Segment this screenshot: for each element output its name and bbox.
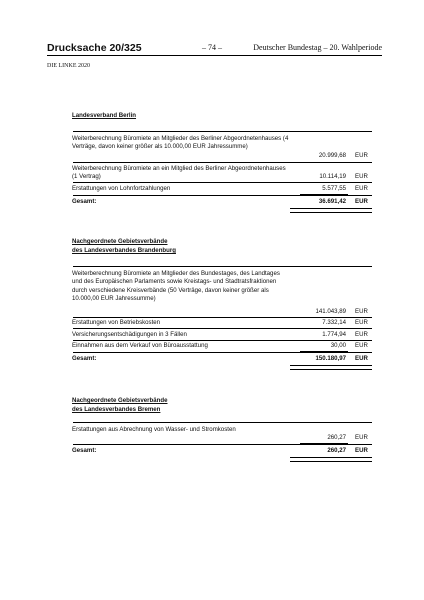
section-title-line: Nachgeordnete Gebietsverbände	[72, 397, 168, 404]
item-description: Versicherungsentschädigungen in 3 Fällen	[72, 331, 187, 338]
item-description: Weiterberechnung Büromiete an ein Mitglied des Berliner Abgeordnetenhauses (1 Vertrag)	[72, 165, 286, 181]
item-amount: 30,00	[330, 342, 346, 349]
total-amount: 260,27	[327, 447, 346, 454]
row-rule	[73, 317, 372, 318]
item-description: Weiterberechnung Büromiete an Mitglieder des Berliner Abgeordnetenhauses (4 Verträge, davon keiner größer als 10.000,00 EUR Jahressumme)	[72, 135, 289, 151]
item-currency: EUR	[355, 331, 368, 338]
item-amount: 7.332,14	[322, 319, 346, 326]
item-amount: 1.774,94	[322, 331, 346, 338]
section-top-rule	[73, 422, 372, 423]
row-rule	[73, 352, 372, 353]
section-title-line: Nachgeordnete Gebietsverbände	[72, 238, 168, 245]
item-description: Weiterberechnung Büromiete an Mitglieder des Bundestages, des Landtages und des Europäischen Parlaments sowie Kreistags- und Stadtratsfraktionen durch verschiedene Kreisverbände (50 Verträge, davon keiner größer als 10.000,00 EUR Jahressumme)	[72, 270, 280, 303]
item-amount: 20.999,68	[318, 152, 346, 159]
section-title-line: des Landesverbandes Brandenburg	[72, 247, 176, 254]
row-rule	[73, 444, 372, 445]
total-currency: EUR	[355, 447, 368, 454]
item-description: Erstattungen von Betriebskosten	[72, 319, 161, 326]
header-rule	[47, 55, 382, 56]
total-currency: EUR	[355, 198, 368, 205]
item-currency: EUR	[355, 308, 368, 315]
item-amount: 10.114,19	[319, 173, 346, 180]
total-double-underline	[290, 365, 372, 370]
item-currency: EUR	[355, 152, 368, 159]
row-rule	[73, 162, 372, 163]
total-double-underline	[290, 457, 372, 462]
document-number: Drucksache 20/325	[47, 42, 142, 54]
item-amount: 141.043,89	[315, 308, 346, 315]
total-amount: 36.691,42	[318, 198, 346, 205]
item-currency: EUR	[355, 434, 368, 441]
row-rule	[73, 195, 372, 196]
item-currency: EUR	[355, 342, 368, 349]
total-amount: 150.180,97	[315, 355, 346, 362]
item-description: Erstattungen aus Abrechnung von Wasser- und Stromkosten	[72, 426, 236, 433]
row-rule	[73, 182, 372, 183]
row-rule	[73, 340, 372, 341]
section-top-rule	[73, 131, 372, 132]
item-amount: 260,27	[327, 434, 346, 441]
page-number: – 74 –	[202, 43, 222, 52]
total-label: Gesamt:	[72, 198, 97, 205]
total-label: Gesamt:	[72, 355, 97, 362]
total-currency: EUR	[355, 355, 368, 362]
party-year-label: DIE LINKE 2020	[47, 63, 90, 69]
item-amount: 5.577,55	[322, 185, 346, 192]
total-double-underline	[290, 208, 372, 213]
row-rule	[73, 328, 372, 329]
item-currency: EUR	[355, 185, 368, 192]
section-title-line: des Landesverbandes Bremen	[72, 406, 161, 413]
publication-source: Deutscher Bundestag – 20. Wahlperiode	[253, 43, 382, 52]
item-currency: EUR	[355, 173, 368, 180]
total-label: Gesamt:	[72, 447, 97, 454]
section-top-rule	[73, 266, 372, 267]
section-title: Landesverband Berlin	[72, 112, 137, 119]
item-description: Erstattungen von Lohnfortzahlungen	[72, 185, 171, 192]
item-description: Einnahmen aus dem Verkauf von Büroausstattung	[72, 342, 208, 349]
item-currency: EUR	[355, 319, 368, 326]
